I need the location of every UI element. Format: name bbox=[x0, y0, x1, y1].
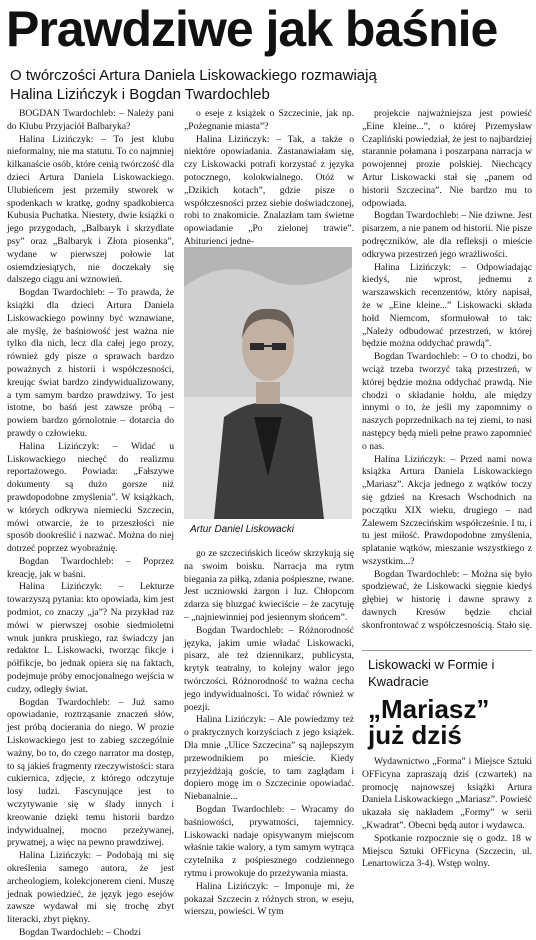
text-column-3 bbox=[362, 108, 532, 648]
paragraph: Bogdan Twardochleb: – Wracamy do baśniowości, prywatności, tajemnicy. Liskowacki nadaje opisywanym miejscom właśnie takie walory, a tym samym wytrąca czytelnika z pośpiesznego codziennego rytmu i prowokuje do przeżywania miasta. bbox=[184, 803, 354, 879]
article-subhead: O twórczości Artura Daniela Liskowackiego rozmawiają Halina Lizińczyk i Bogdan Twardochleb bbox=[10, 67, 377, 103]
text-column-2-bottom bbox=[184, 548, 354, 918]
sidebar-title: „Mariasz” już dziś bbox=[368, 694, 490, 750]
paragraph: Halina Lizińczyk: – Tak, a także o niektóre opowiadania. Zastanawiałam się, czy Liskowacki potrafi korzystać z języka potocznego, kolokwialnego. Otóż w „Dzikich kotach”, gdzie pisze o współczesności przez siebie doświadczonej, robi to znakomicie. Znalazłam tam świetne opowiadanie „Po zielonej trawie”. Abiturienci jedne- bbox=[184, 133, 354, 247]
sidebar-kicker: Liskowacki w Formie i Kwadracie bbox=[368, 657, 495, 689]
paragraph: Halina Lizińczyk: – Podobają mi się określenia samego autora, że jest archeologiem, kolekcjonerem cieni. Muszę jednak powiedzieć, że język jego esejów zawsze wydawał mi się trochę zbyt literacki, zbyt piękny. bbox=[7, 850, 174, 926]
paragraph: Bogdan Twardochleb: – Chodzi bbox=[19, 927, 141, 938]
paragraph: Halina Lizińczyk: – To jest klubu nieformalny, nie ma statutu. To co najmniej kilkanaście osób, które cenią twórczość dla dzieci Artura Daniela Liskowackiego. Ulubieńcem jest przemiły stworek w spodenkach w kratkę, godny spadkobierca Kubusia Puchatka. Niestety, dwie książki o jego przygodach, „Balbaryk i skrzydlate psy” oraz „Balbaryk i Złota piosenka”, wydane w pierwszej połowie lat osiemdziesiątych, nie doczekały się dalszego ciągu ani wznowień. bbox=[7, 133, 174, 286]
sidebar-text bbox=[362, 756, 532, 871]
paragraph: Bogdan Twardochleb: – Różnorodność języka, jakim umie władać Liskowacki, pisarz, ale też dziennikarz, publicysta, krytyk teatralny, to kolejny walor jego twórczości. Różnorodność to ważna cecha jego indywidualności. To widać również w poezji. bbox=[184, 624, 354, 713]
paragraph: Wydawnictwo „Forma” i Miejsce Sztuki OFFicyna zapraszają dziś (czwartek) na promocję najnowszej książki Artura Daniela Liskowackiego „Mariasz”. Powieść ukazała się nakładem „Formy” w serii „Kwadrat”. Obecni będą autor i wydawca. bbox=[362, 756, 532, 831]
author-portrait-image bbox=[184, 247, 352, 519]
paragraph: Bogdan Twardochleb: – Nie dziwne. Jest pisarzem, a nie panem od historii. Nie pisze podręczników, ale dla refleksji o mieście odkrywa przestrzeń jego wrażliwości. bbox=[362, 210, 532, 260]
paragraph: BOGDAN Twardochleb: – Należy pani do Klubu Przyjaciół Balbaryka? bbox=[7, 108, 174, 132]
photo-caption: Artur Daniel Liskowacki bbox=[190, 524, 294, 535]
paragraph: Halina Lizińczyk: – Przed nami nowa książka Artura Daniela Liskowackiego „Mariasz”. Akcja jednego z wątków toczy się gdzieś na Kresach Wschodnich na początku XIX wieku, drugiego – nad Zalewem Szczecińskim współcześnie. I tu, i tu jest miłość. Prawdopodobne zmyślenia, splatanie wątków, mieszanie wszystkiego z wszystkim...? bbox=[362, 453, 532, 567]
paragraph: Halina Lizińczyk: – Imponuje mi, że pokazał Szczecin z różnych stron, w eseju, wierszu, powieści. W tym bbox=[184, 880, 354, 918]
text-column-2-top bbox=[184, 108, 354, 247]
author-photo bbox=[184, 247, 352, 519]
paragraph: Halina Lizińczyk: – Widać u Liskowackiego niechęć do realizmu reportażowego. Powiada: „Fałszywe dokumenty są dużo gorsze niż prawdopodobne zmyślenia”. W książkach, w których odkrywa niemiecki Szczecin, mówi otwarcie, że to przeszłości nie sposób dookreślić i nazwać. Można do niej dotrzeć poprzez wyobraźnię. bbox=[7, 440, 174, 555]
paragraph: Bogdan Twardochleb: – Poprzez kreację, jak w baśni. bbox=[7, 555, 174, 580]
paragraph: Bogdan Twardochleb: – To prawda, że książki dla dzieci Artura Daniela Liskowackiego powinny być wznawiane, ale myślę, że baśniowość jest ważna nie tylko dla nich, lecz dla całej jego prozy, również gdy pisze o sprawach bardzo poważnych z historii i współczesności, kreując świat bardzo zindywidualizowany, a tym samym bardzo prawdziwy. To jest istotne, bo baśń jest zawsze próbą – powiem bardzo górnolotnie – dotarcia do prawdy o człowieku. bbox=[7, 287, 174, 439]
paragraph: go ze szczecińskich liceów skrzykują się na swoim boisku. Narracja ma rytm biegania za piłką, zdania pośpieszne, rwane. Jest uczniowski żargon i luz. Chłopcom zdarza się bluzgać kwieciście – że zacytuję – „najniewinniej pod jesiennym słońcem”. bbox=[184, 548, 354, 623]
paragraph: o eseje z książek o Szczecinie, jak np. „Pożegnanie miasta”? bbox=[184, 108, 354, 132]
paragraph: Bogdan Twardochleb: – Już samo opowiadanie, roztrząsanie znaczeń słów, jest próbą docierania do niego. W prozie Liskowackiego jest to zabieg szczególnie ważny, bo to, do czego narrator ma dostęp, to są jakieś fragmenty rzeczywistości: stara cukiernica, zdjęcie, z którego odczytuje losy ludzi. Fascynujące jest to wczytywanie się w ślady innych i kreowanie dzięki temu historii bardzo indywidualnej, mocno przeżywanej, prywatnej, a więc na pewno prawdziwej. bbox=[7, 696, 174, 849]
article-headline: Prawdziwe jak baśnie bbox=[6, 1, 498, 57]
paragraph: projekcie najważniejsza jest powieść „Eine kleine...”, o której Przemysław Czapliński powiedział, że jest to najbardziej starannie połamana i poszarpana narracja w powojennej prozie polskiej. Niechcący Artur Liskowacki stał się „panem od historii Szczecina”. Nie bardzo mu to odpowiada. bbox=[362, 108, 532, 209]
box-divider bbox=[362, 650, 532, 651]
paragraph: Halina Lizińczyk: – Odpowiadając kiedyś, nie wprost, jednemu z warszawskich recenzentów, który napisał, że w „Eine kleine...” Liskowacki składa hołd Niemcom, sformułował to tak: „Należy odbudować przestrzeń, w której będzie można oddychać prawdą”. bbox=[362, 261, 532, 350]
paragraph: Halina Lizińczyk: – Lekturze towarzyszą pytania: kto opowiada, kim jest podmiot, co znaczy „ja”? Na przykład raz mówi w pierwszej osobie siedmioletni wnuk junkra pruskiego, raz świadczy jan redaktor L. Liskowacki, tworząc fikcje i półfikcje, bo jednak opiera się na faktach, podejmuje próby emocjonalnego wejścia w cudzy, odległy świat. bbox=[7, 581, 174, 695]
paragraph: Bogdan Twardochleb: – O to chodzi, bo wciąż trzeba tworzyć taką przestrzeń, w której będzie można oddychać prawdą. Nie chodzi o składanie hołdu, ale między innymi o to, że jeśli my zapomnimy o naszych poprzednikach na tej ziemi, to nasi następcy będą mieli pełne prawo zapomnieć o nas. bbox=[362, 351, 532, 452]
paragraph: Bogdan Twardochleb: – Można się było spodziewać, że Liskowacki sięgnie kiedyś głębiej w historię i dawne sprawy z dawnych Kresów będzie chciał skonfrontować z współczesnością. Stało się. bbox=[362, 568, 532, 631]
paragraph: Spotkanie rozpocznie się o godz. 18 w Miejscu Sztuki OFFicyna (Szczecin, ul. Lenartowicza 3-4). Wstęp wolny. bbox=[362, 832, 532, 870]
paragraph: Halina Lizińczyk: – Ale powiedzmy też o praktycznych korzyściach z jego książek. Dla mnie „Ulice Szczecina” są najlepszym przewodnikiem po mieście. Kiedy przyjeżdżają goście, to tam zaglądam i dopiero mogę im o Szczecinie opowiadać. Niebanalnie... bbox=[184, 714, 354, 803]
text-column-1 bbox=[7, 108, 174, 938]
